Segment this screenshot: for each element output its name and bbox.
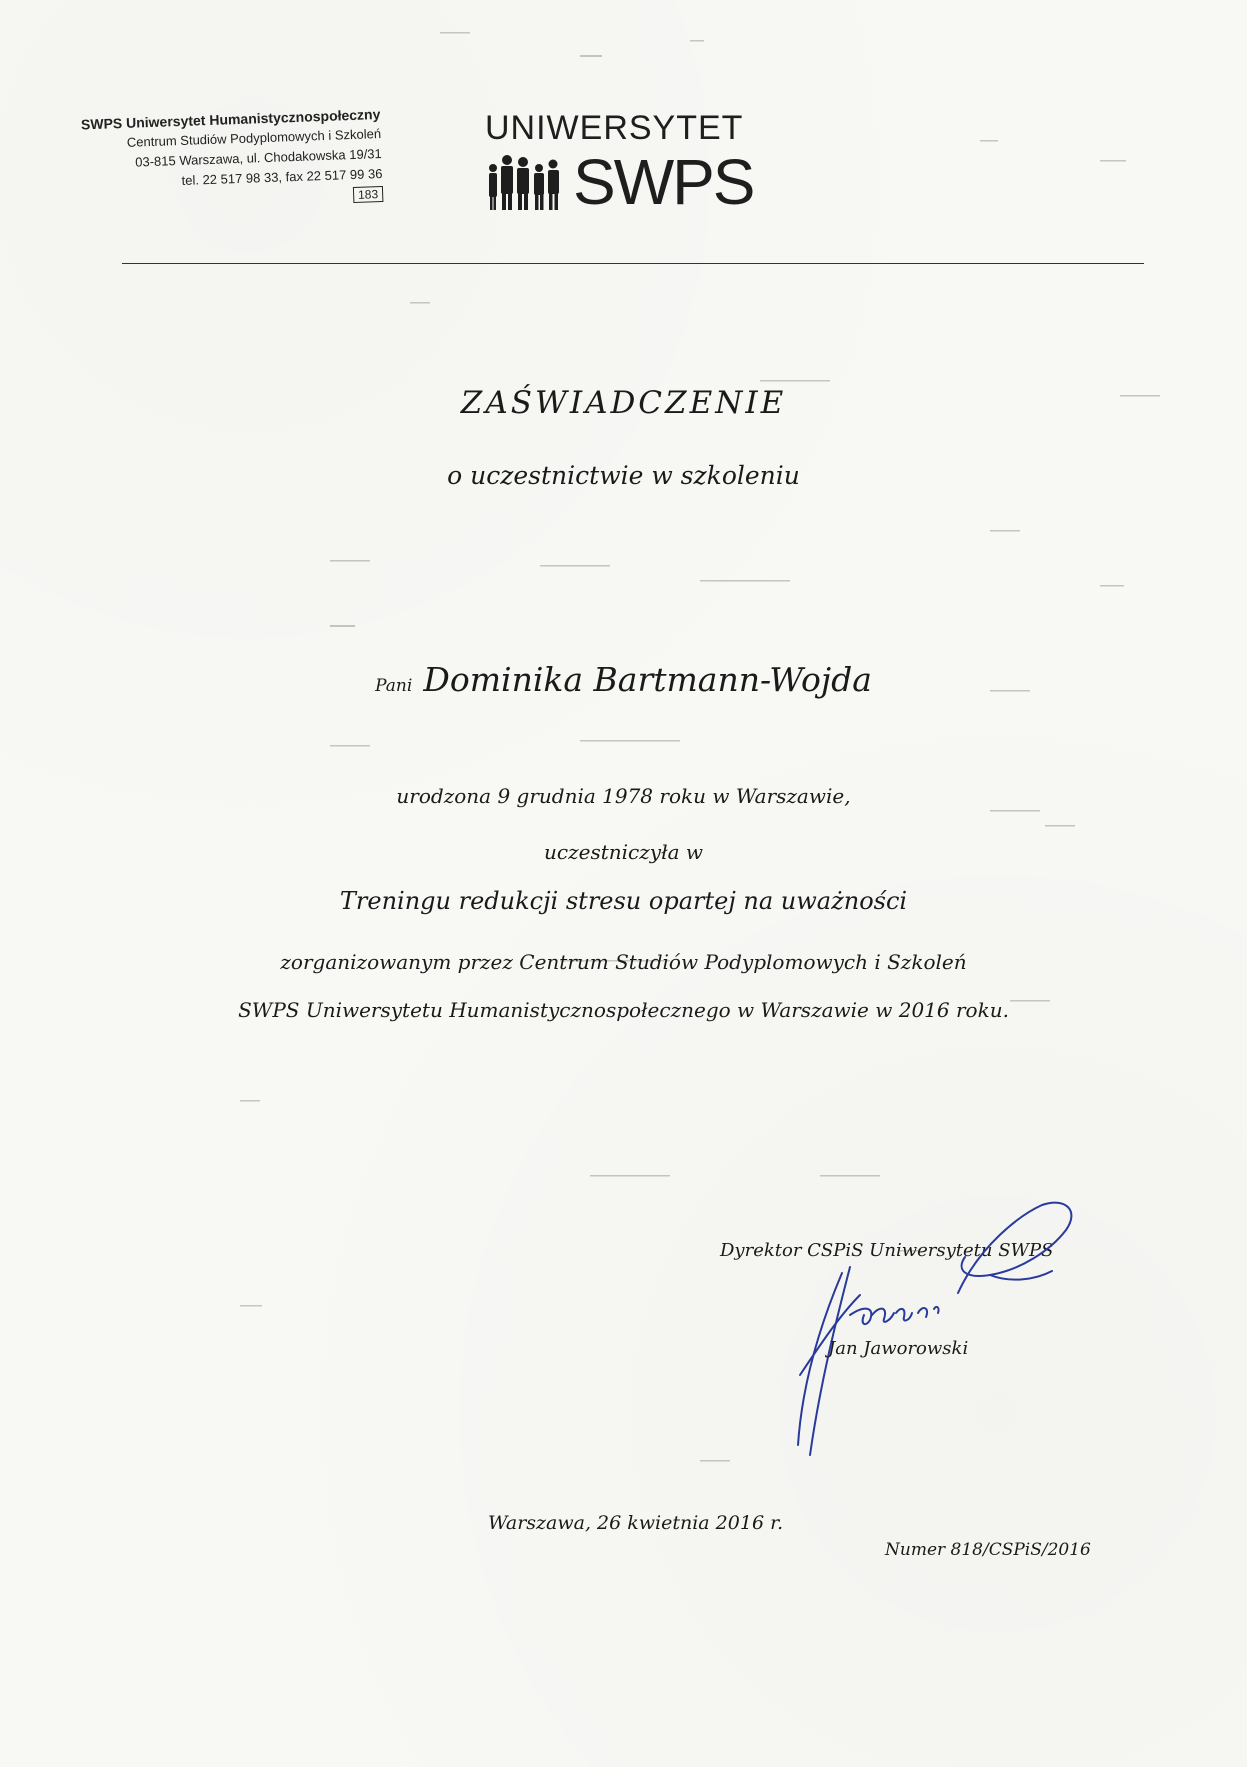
- university-line: SWPS Uniwersytetu Humanistycznospołecznego w Warszawie w 2016 roku.: [238, 998, 1009, 1022]
- certificate-title: ZAŚWIADCZENIE: [460, 385, 787, 421]
- participation-text: uczestniczyła w: [544, 840, 703, 864]
- signatory-title: Dyrektor CSPiS Uniwersytetu SWPS: [720, 1240, 1054, 1261]
- recipient-honorific: Pani: [375, 676, 413, 696]
- logo-text-uniwersytet: UNIWERSYTET: [485, 109, 744, 147]
- birth-info: urodzona 9 grudnia 1978 roku w Warszawie,: [396, 784, 851, 808]
- certificate-number: Numer 818/CSPiS/2016: [885, 1540, 1091, 1560]
- recipient-line: [0, 660, 1247, 699]
- header-divider: [122, 263, 1144, 264]
- signatory-name: Jan Jaworowski: [828, 1338, 969, 1359]
- logo-text-swps: SWPS: [573, 146, 754, 218]
- university-logo: [485, 109, 770, 218]
- organizer-line: zorganizowanym przez Centrum Studiów Podyplomowych i Szkoleń: [280, 950, 967, 974]
- institution-stamp: [60, 104, 383, 215]
- stamp-centre: Centrum Studiów Podyplomowych i Szkoleń: [126, 125, 382, 150]
- stamp-org: SWPS Uniwersytet Humanistycznospołeczny: [80, 105, 381, 133]
- issue-date: Warszawa, 26 kwietnia 2016 r.: [488, 1512, 784, 1534]
- recipient-name: Dominika Bartmann-Wojda: [423, 660, 872, 699]
- stamp-number: 183: [353, 186, 384, 203]
- people-silhouette-icon: [485, 148, 565, 212]
- certificate-subtitle: o uczestnictwie w szkoleniu: [447, 461, 800, 490]
- training-name: Treningu redukcji stresu opartej na uważności: [339, 887, 908, 915]
- handwritten-signature: [780, 1175, 1090, 1465]
- stamp-address: 03-815 Warszawa, ul. Chodakowska 19/31: [134, 145, 382, 170]
- stamp-phone: tel. 22 517 98 33, fax 22 517 99 36: [181, 165, 383, 188]
